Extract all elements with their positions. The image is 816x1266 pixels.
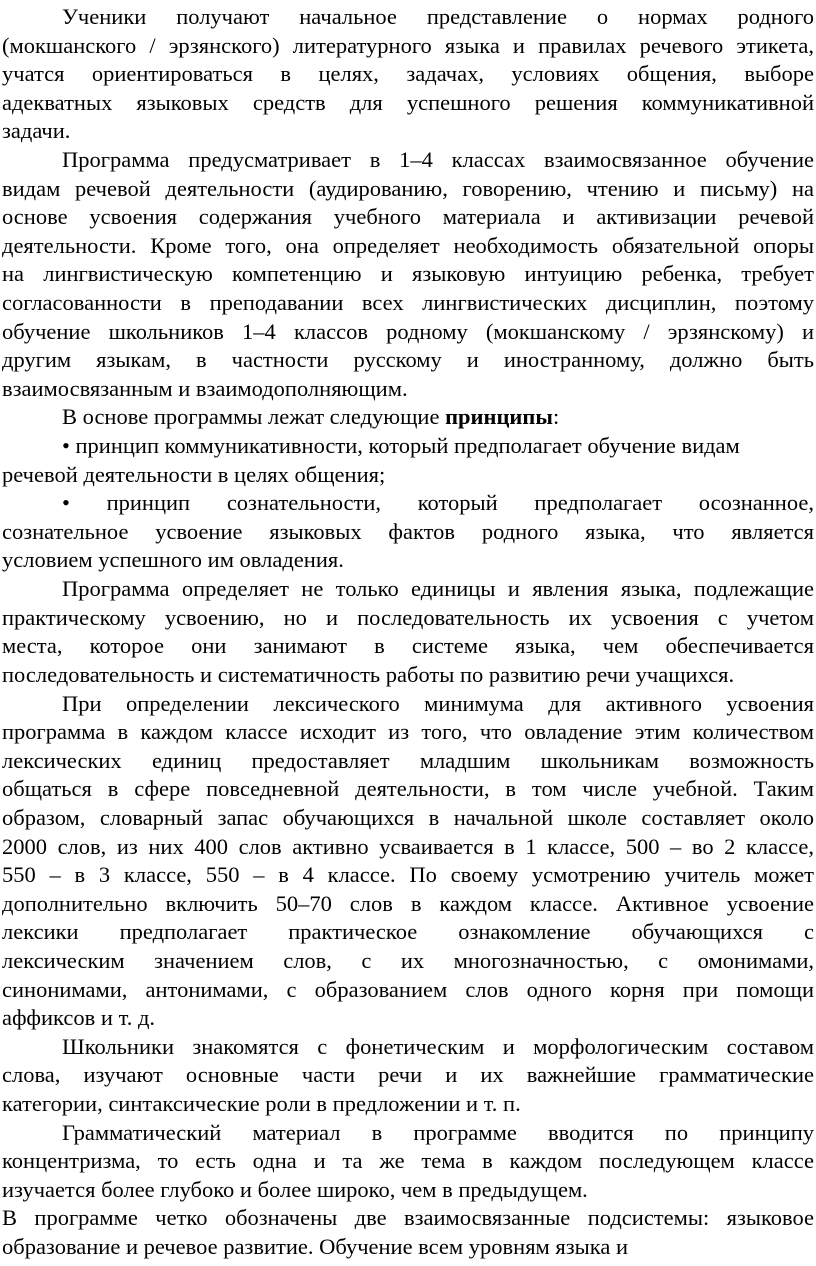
text-line: видам речевой деятельности (аудированию, говорению, чтению и письму) на — [2, 176, 814, 201]
text-span: В основе программы лежат следующие — [62, 404, 446, 429]
text-line: концентризма, то есть одна и та же тема в каждом последующем классе — [2, 1148, 814, 1173]
text-line: 550 – в 3 классе, 550 – в 4 классе. По своему усмотрению учитель может — [2, 862, 814, 887]
bold-term: принципы — [445, 404, 553, 429]
text-line: лексики предполагает практическое ознакомление обучающихся с — [2, 919, 814, 944]
text-line: условием успешного им овладения. — [2, 547, 344, 572]
colon: : — [552, 404, 560, 429]
text-line: (мокшанского / эрзянского) литературного языка и правилах речевого этикета, — [2, 33, 814, 58]
bullet-item: • принцип сознательности, который предполагает осознанное, — [62, 490, 814, 515]
text-line: лексических единиц предоставляет младшим школьникам возможность — [2, 748, 814, 773]
text-line: учатся ориентироваться в целях, задачах, условиях общения, выборе — [2, 61, 814, 86]
text-line: сознательное усвоение языковых фактов родного языка, что является — [2, 519, 814, 544]
text-line: образование и речевое развитие. Обучение всем уровням языка и — [2, 1234, 629, 1259]
text-line: изучается более глубоко и более широко, чем в предыдущем. — [2, 1177, 588, 1202]
text-line: лексическим значением слов, с их многозначностью, с омонимами, — [2, 948, 814, 973]
text-line: Школьники знакомятся с фонетическим и морфологическим составом — [62, 1034, 814, 1059]
text-line: дополнительно включить 50–70 слов в каждом классе. Активное усвоение — [2, 891, 814, 916]
text-line: последовательность и систематичность работы по развитию речи учащихся. — [2, 662, 735, 687]
text-line: речевой деятельности в целях общения; — [2, 462, 386, 487]
text-line: согласованности в преподавании всех лингвистических дисциплин, поэтому — [2, 290, 814, 315]
text-line: В программе четко обозначены две взаимосвязанные подсистемы: языковое — [2, 1205, 814, 1230]
text-line: 2000 слов, из них 400 слов активно усваивается в 1 классе, 500 – во 2 классе, — [2, 834, 814, 859]
text-line: Программа определяет не только единицы и явления языка, подлежащие — [62, 576, 814, 601]
text-line: Ученики получают начальное представление о нормах родного — [62, 4, 814, 29]
text-line: программа в каждом классе исходит из того, что овладение этим количеством — [2, 719, 814, 744]
text-line: аффиксов и т. д. — [2, 1005, 156, 1030]
text-line: При определении лексического минимума для активного усвоения — [62, 691, 814, 716]
text-line: основе усвоения содержания учебного материала и активизации речевой — [2, 204, 814, 229]
text-line: деятельности. Кроме того, она определяет необходимость обязательной опоры — [2, 233, 814, 258]
text-line: взаимосвязанным и взаимодополняющим. — [2, 376, 408, 401]
text-line: места, которое они занимают в системе языка, чем обеспечивается — [2, 633, 814, 658]
text-line: образом, словарный запас обучающихся в начальной школе составляет около — [2, 805, 814, 830]
text-line: на лингвистическую компетенцию и языковую интуицию ребенка, требует — [2, 261, 814, 286]
text-line: адекватных языковых средств для успешного решения коммуникативной — [2, 90, 814, 115]
text-line: Грамматический материал в программе вводится по принципу — [62, 1120, 814, 1145]
text-line: слова, изучают основные части речи и их важнейшие грамматические — [2, 1062, 814, 1087]
text-line: Программа предусматривает в 1–4 классах взаимосвязанное обучение — [62, 147, 814, 172]
text-line: категории, синтаксические роли в предложении и т. п. — [2, 1091, 521, 1116]
text-line: синонимами, антонимами, с образованием слов одного корня при помощи — [2, 977, 814, 1002]
bullet-item: • принцип коммуникативности, который предполагает обучение видам — [62, 433, 740, 458]
text-line: обучение школьников 1–4 классов родному (мокшанскому / эрзянскому) и — [2, 319, 814, 344]
text-line: общаться в сфере повседневной деятельности, в том числе учебной. Таким — [2, 776, 814, 801]
text-line: другим языкам, в частности русскому и иностранному, должно быть — [2, 347, 814, 372]
text-line: практическому усвоению, но и последовательность их усвоения с учетом — [2, 605, 814, 630]
principles-intro-line — [62, 403, 814, 430]
text-line: задачи. — [2, 118, 71, 143]
